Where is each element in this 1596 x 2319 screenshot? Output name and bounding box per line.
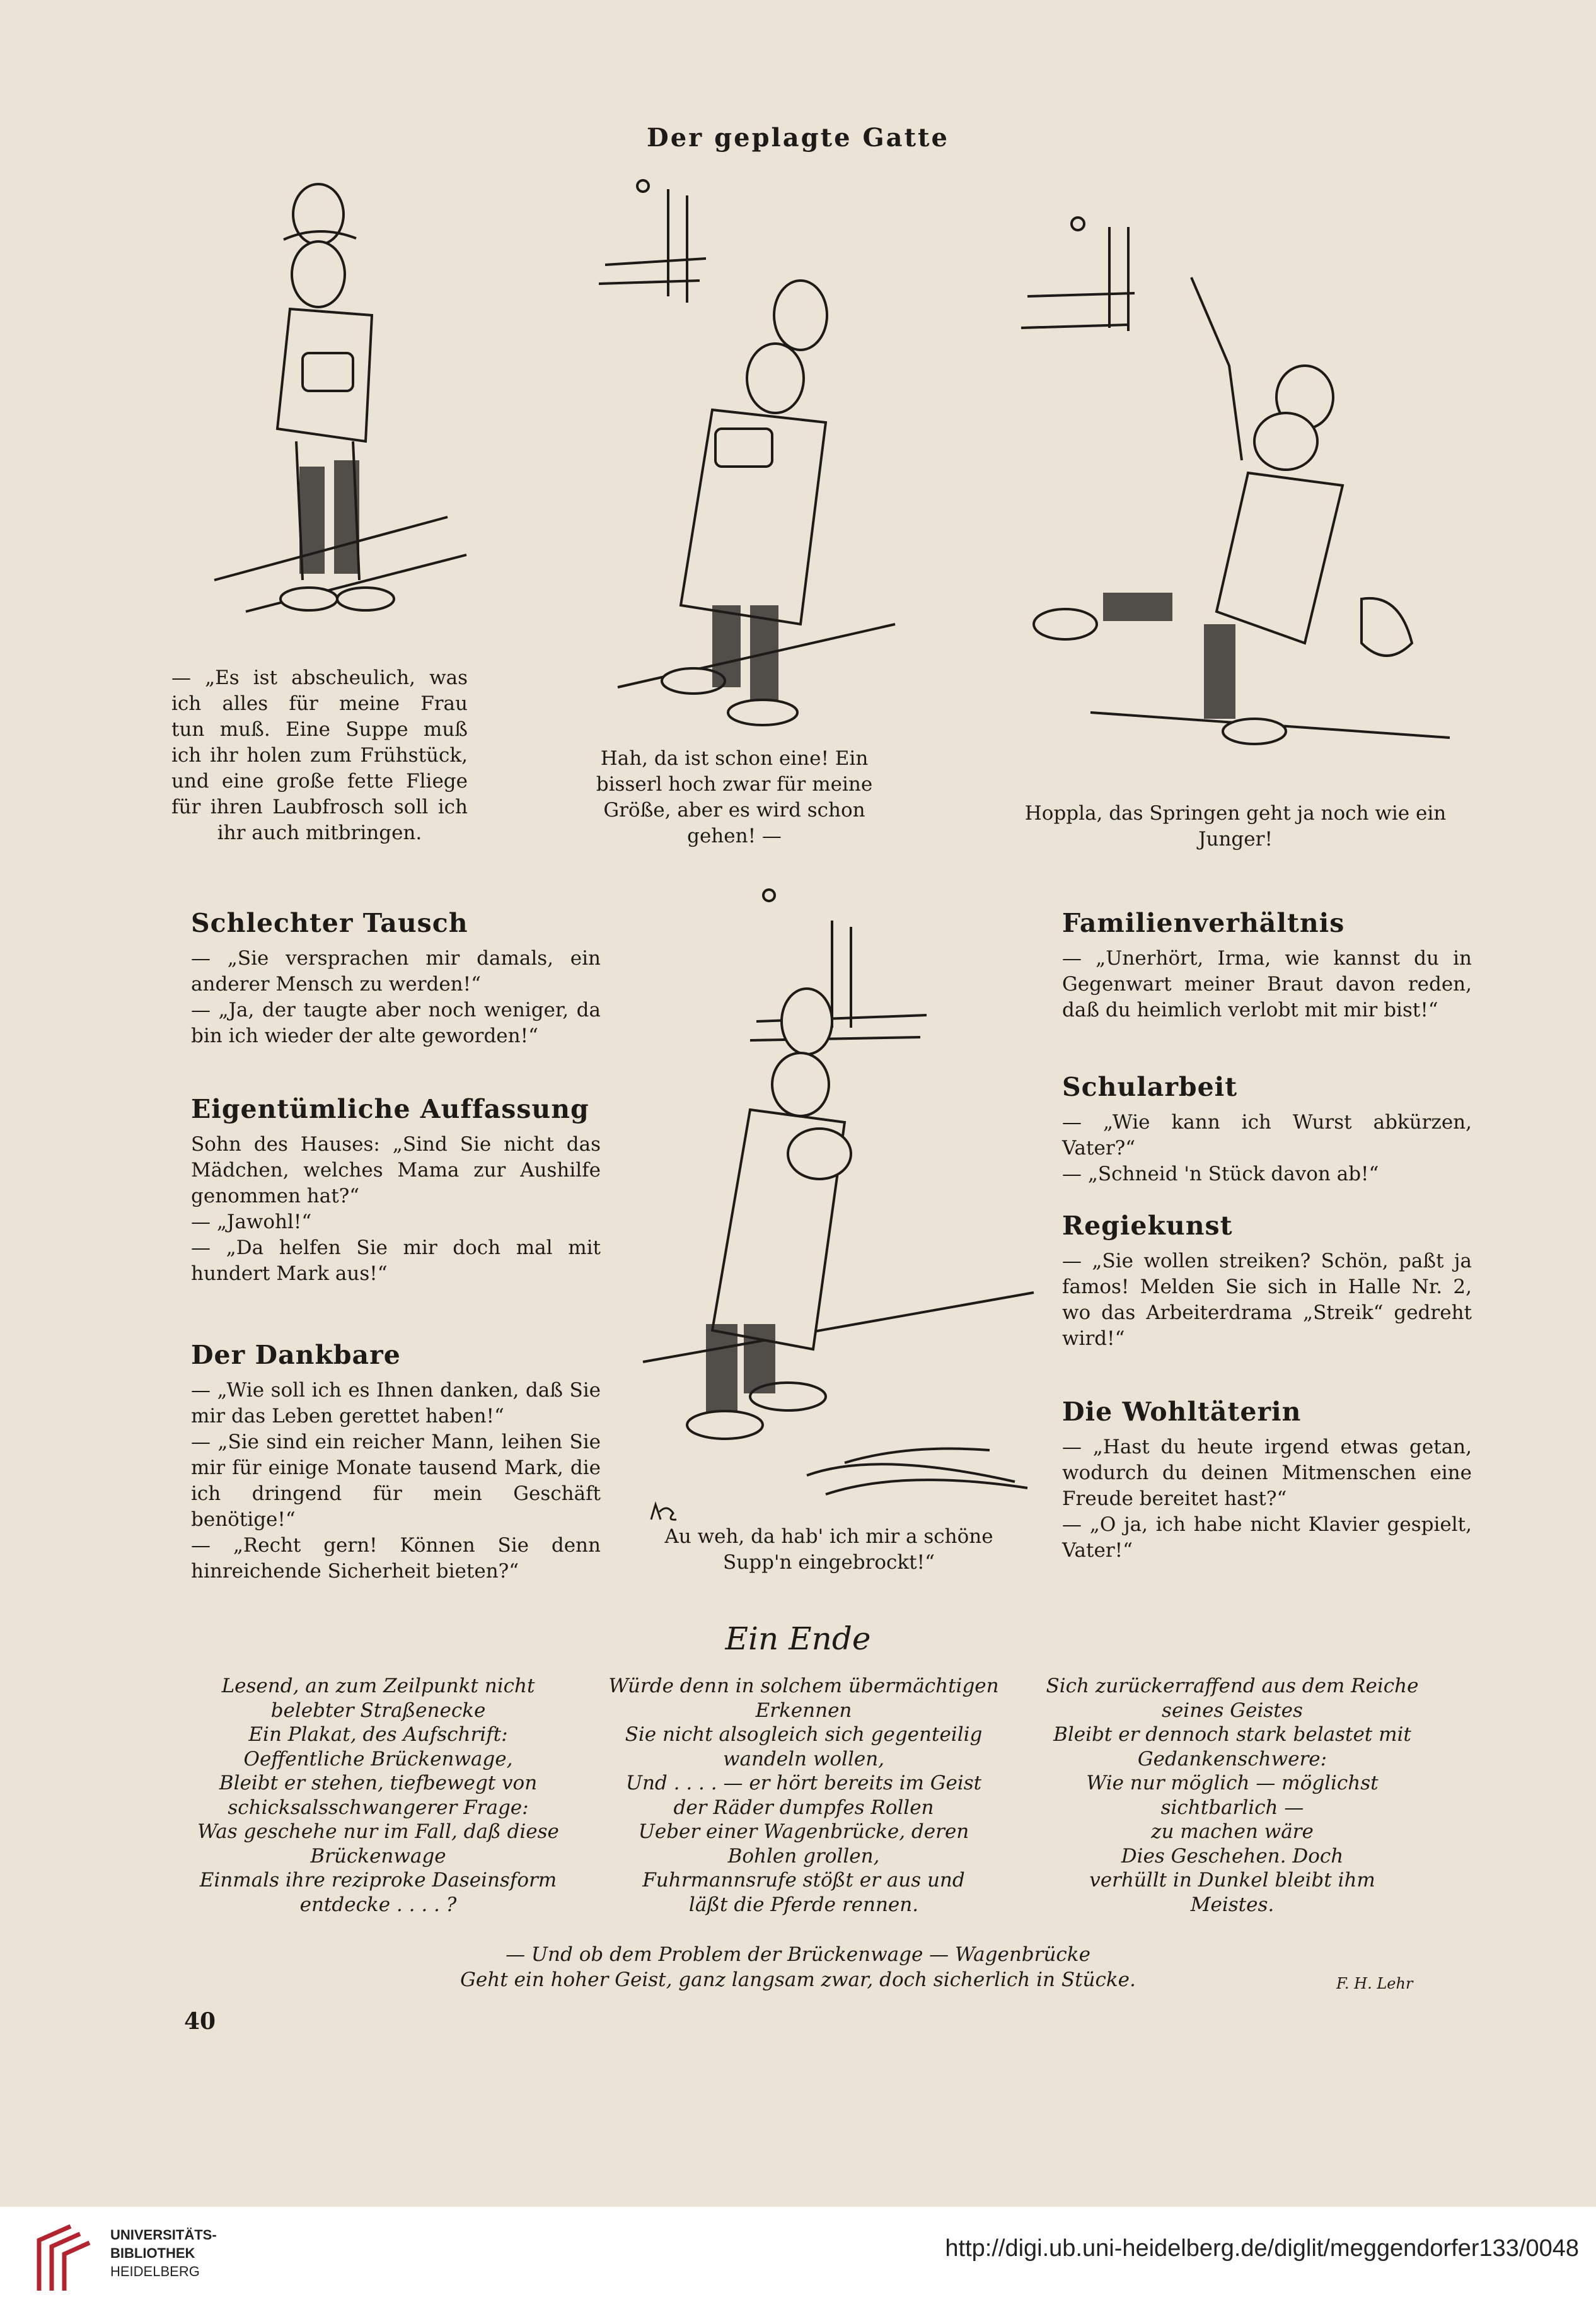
joke-eigentuemliche-auffassung: [191, 1094, 601, 1287]
library-name: [110, 2226, 217, 2281]
joke-line: — „Ja, der taugte aber noch weniger, da bin ich wieder der alte geworden!“: [191, 999, 601, 1047]
page-number: 40: [184, 2008, 216, 2035]
poem-author: F. H. Lehr: [1336, 1975, 1413, 1992]
poem-line: Oeffentliche Brückenwage,: [243, 1747, 513, 1770]
poem-line: Sich zurückerraffend aus dem Reiche: [1046, 1675, 1419, 1697]
section-heading: Eigentümliche Auffassung: [191, 1094, 589, 1124]
poem-line: Meistes.: [1190, 1893, 1275, 1916]
library-name-line: BIBLIOTHEK: [110, 2245, 195, 2261]
caption-line: Junger!: [1198, 828, 1273, 851]
poem-line: Bleibt er dennoch stark belastet mit: [1053, 1723, 1411, 1746]
poem-title: Ein Ende: [725, 1620, 871, 1657]
caption-panel-1: [171, 665, 468, 846]
joke-der-dankbare: [191, 1340, 601, 1584]
cartoon-drawing-4: [637, 883, 1046, 1513]
poem-line: Gedankenschwere:: [1137, 1747, 1327, 1770]
caption-line: ich alles für meine Frau: [171, 692, 468, 715]
joke-schlechter-tausch: [191, 908, 601, 1049]
poem-line: Würde denn in solchem übermächtigen: [608, 1675, 999, 1697]
poem-line: Sie nicht alsogleich sich gegenteilig: [625, 1723, 983, 1746]
joke-line: — „O ja, ich habe nicht Klavier gespielt, Vater!“: [1062, 1513, 1472, 1562]
poem-line: Dies Geschehen. Doch: [1121, 1844, 1344, 1868]
caption-line: bisserl hoch zwar für meine: [596, 773, 873, 796]
joke-die-wohltaeterin: [1062, 1397, 1472, 1564]
section-heading: Die Wohltäterin: [1062, 1397, 1302, 1427]
poem-line: schicksalsschwangerer Frage:: [228, 1796, 529, 1819]
joke-line: — „Hast du heute irgend etwas getan, wodurch du deinen Mitmenschen eine Freude bereitet hast?“: [1062, 1436, 1472, 1510]
joke-line: — „Jawohl!“: [191, 1211, 312, 1233]
caption-line: Hoppla, das Springen geht ja noch wie ein: [1024, 802, 1447, 825]
poem-column-3: [1027, 1674, 1437, 1917]
page-title: Der geplagte Gatte: [647, 123, 949, 153]
joke-line: — „Schneid 'n Stück davon ab!“: [1062, 1163, 1379, 1185]
poem-line: Lesend, an zum Zeilpunkt nicht: [221, 1675, 535, 1697]
section-heading: Schularbeit: [1062, 1072, 1238, 1102]
caption-panel-2: [586, 746, 882, 849]
poem-closing-line: Geht ein hoher Geist, ganz langsam zwar, doch sicherlich in Stücke.: [460, 1968, 1136, 1991]
caption-line: ich ihr holen zum Frühstück,: [171, 744, 468, 767]
joke-text: [191, 1378, 601, 1584]
poem-line: sichtbarlich —: [1160, 1796, 1304, 1819]
poem-line: verhüllt in Dunkel bleibt ihm: [1089, 1869, 1375, 1892]
poem-closing: [378, 1942, 1218, 1992]
section-heading: Familienverhältnis: [1062, 908, 1345, 938]
poem-line: seines Geistes: [1162, 1699, 1303, 1722]
poem-line: Ueber einer Wagenbrücke, deren: [638, 1820, 969, 1843]
poem-line: Brückenwage: [310, 1844, 446, 1868]
cartoon-drawing-3: [1009, 189, 1475, 776]
poem-closing-line: — Und ob dem Problem der Brückenwage — Wagenbrücke: [506, 1943, 1090, 1966]
poem-line: Ein Plakat, des Aufschrift:: [248, 1723, 508, 1746]
caption-line: für ihren Laubfrosch soll ich: [171, 796, 468, 818]
joke-text: [191, 946, 601, 1049]
library-logo-icon[interactable]: [26, 2221, 96, 2297]
caption-line: Au weh, da hab' ich mir a schöne: [664, 1525, 993, 1548]
poem-line: Einmals ihre reziproke Daseinsform: [199, 1869, 557, 1892]
joke-line: — „Unerhört, Irma, wie kannst du in Gegenwart meiner Braut davon reden, daß du heimlich verlobt mit mir bist!“: [1062, 947, 1472, 1021]
joke-regiekunst: [1062, 1211, 1472, 1352]
poem-line: läßt die Pferde rennen.: [688, 1893, 919, 1916]
joke-line: — „Wie soll ich es Ihnen danken, daß Sie mir das Leben gerettet haben!“: [191, 1379, 601, 1427]
poem-line: Bleibt er stehen, tiefbewegt von: [219, 1772, 538, 1794]
joke-familienverhaeltnis: [1062, 908, 1472, 1023]
poem-column-2: [599, 1674, 1009, 1917]
joke-line: — „Sie sind ein reicher Mann, leihen Sie mir für einige Monate tausend Mark, die ich dringend für mein Geschäft benötige!“: [191, 1431, 601, 1531]
poem-line: Erkennen: [755, 1699, 852, 1722]
poem-column-1: [158, 1674, 599, 1917]
poem-line: Bohlen grollen,: [727, 1844, 880, 1868]
section-heading: Regiekunst: [1062, 1211, 1233, 1241]
poem-line: Was geschehe nur im Fall, daß diese: [197, 1820, 559, 1843]
joke-text: [1062, 946, 1472, 1023]
cartoon-drawing-2: [593, 170, 908, 757]
caption-line: Supp'n eingebrockt!“: [723, 1551, 935, 1574]
joke-line: — „Da helfen Sie mir doch mal mit hundert Mark aus!“: [191, 1236, 601, 1285]
poem-line: der Räder dumpfes Rollen: [673, 1796, 934, 1819]
poem-line: entdecke . . . . ?: [299, 1893, 457, 1916]
source-url-link[interactable]: http://digi.ub.uni-heidelberg.de/diglit/meggendorfer133/0048: [945, 2235, 1579, 2262]
caption-line: und eine große fette Fliege: [171, 770, 468, 793]
joke-line: — „Sie versprachen mir damals, ein anderer Mensch zu werden!“: [191, 947, 601, 996]
poem-line: Und . . . . — er hört bereits im Geist: [625, 1772, 982, 1794]
joke-schularbeit: [1062, 1072, 1472, 1187]
caption-panel-4: [637, 1524, 1021, 1576]
joke-line: — „Sie wollen streiken? Schön, paßt ja famos! Melden Sie sich in Halle Nr. 2, wo das Arbeiterdrama „Streik“ gedreht wird!“: [1062, 1250, 1472, 1350]
poem-line: Fuhrmannsrufe stößt er aus und: [642, 1869, 965, 1892]
caption-line: — „Es ist abscheulich, was: [171, 666, 468, 689]
cartoon-drawing-1: [208, 164, 473, 643]
illustration-man-spots-fly: [593, 170, 908, 757]
illustration-man-dropped-soup: [637, 883, 1046, 1513]
caption-line: Hah, da ist schon eine! Ein: [600, 747, 869, 770]
poem-line: wandeln wollen,: [722, 1747, 885, 1770]
joke-text: [191, 1132, 601, 1287]
library-footer: [0, 2207, 1596, 2319]
caption-line: gehen! —: [687, 825, 782, 847]
joke-text: [1062, 1110, 1472, 1187]
artist-monogram: [648, 1501, 679, 1523]
joke-text: [1062, 1434, 1472, 1564]
caption-line: ihr auch mitbringen.: [217, 822, 422, 844]
section-heading: Schlechter Tausch: [191, 908, 468, 938]
joke-line: Sohn des Hauses: „Sind Sie nicht das Mädchen, welches Mama zur Aushilfe genommen hat?“: [191, 1133, 601, 1207]
library-name-line: UNIVERSITÄTS-: [110, 2227, 217, 2243]
illustration-man-with-pot: [208, 164, 473, 643]
poem-line: zu machen wäre: [1151, 1820, 1314, 1843]
joke-line: — „Recht gern! Können Sie denn hinreichende Sicherheit bieten?“: [191, 1534, 601, 1583]
joke-text: [1062, 1248, 1472, 1352]
caption-line: Größe, aber es wird schon: [603, 799, 865, 822]
caption-panel-3: [1009, 801, 1462, 852]
poem-line: Wie nur möglich — möglichst: [1086, 1772, 1379, 1794]
caption-line: tun muß. Eine Suppe muß: [171, 718, 468, 741]
library-name-line: HEIDELBERG: [110, 2264, 200, 2279]
joke-line: — „Wie kann ich Wurst abkürzen, Vater?“: [1062, 1111, 1472, 1160]
illustration-man-jumping: [1009, 189, 1475, 776]
poem-line: belebter Straßenecke: [270, 1699, 486, 1722]
section-heading: Der Dankbare: [191, 1340, 401, 1370]
